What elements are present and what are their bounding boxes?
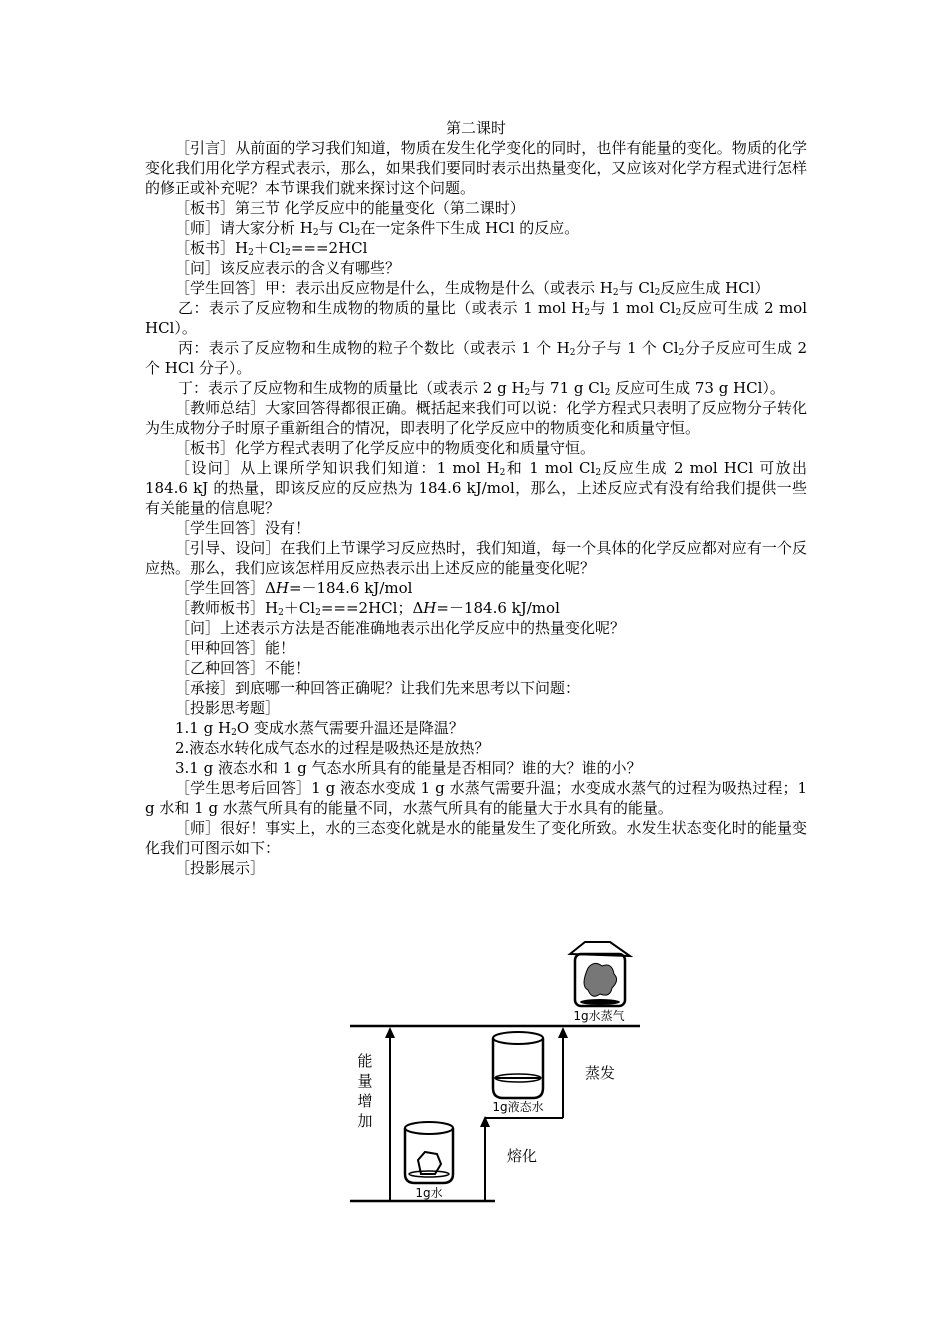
thinking-question-2: 2.液态水转化成气态水的过程是吸热还是放热？	[175, 739, 490, 757]
setting-question: ［设问］从上课所学知识我们知道：1 mol $H_2$和 1 mol $Cl_2$反应生成 2 mol HCl 可放出 184.6 kJ 的热量，即该反应的反应热为 184.6 kJ/mol，那么，上述反应式有没有给我们提供一些有关能量的信息呢？	[145, 459, 807, 517]
axis-label-1: 能	[357, 1052, 373, 1070]
ice-label: 1g水	[415, 1186, 443, 1200]
axis-arrow-icon	[385, 1027, 395, 1038]
student-answer-no: ［学生回答］没有！	[175, 519, 311, 537]
question-accuracy: ［问］上述表示方法是否能准确地表示出化学反应中的热量变化呢？	[175, 619, 626, 637]
student-thinking-answer: ［学生思考后回答］1 g 液态水变成 1 g 水蒸气需要升温；水变成水蒸气的过程为吸热过程；1 g 水和 1 g 水蒸气所具有的能量不同，水蒸气所具有的能量大于水具有的能量。	[145, 779, 807, 817]
teacher-prompt: ［师］请大家分析 $H_2$与 $Cl_2$在一定条件下生成 HCl 的反应。	[175, 219, 580, 238]
transition: ［承接］到底哪一种回答正确呢？让我们先来思考以下问题：	[175, 679, 581, 697]
student-answer-dh: ［学生回答］ΔH=－184.6 kJ/mol	[175, 579, 413, 597]
student-answer-ding: 丁：表示了反应物和生成物的质量比（或表示 2 g $H_2$与 71 g $Cl_2$ 反应可生成 73 g HCl）。	[178, 379, 785, 398]
student-answer-bing: 丙：表示了反应物和生成物的粒子个数比（或表示 1 个 $H_2$分子与 1 个 $Cl_2$分子反应可生成 2 个 HCl 分子）。	[145, 339, 808, 377]
axis-label-4: 加	[357, 1112, 373, 1130]
board-conclusion: ［板书］化学方程式表明了化学反应中的物质变化和质量守恒。	[175, 439, 596, 457]
guiding-question: ［引导、设问］在我们上节课学习反应热时，我们知道，每一个具体的化学反应都对应有一个反应热。那么，我们应该怎样用反应热表示出上述反应的能量变化呢？	[145, 539, 807, 577]
board-equation: ［板书$]H_2+Cl_2===2HCl$	[175, 239, 368, 258]
board-section-title: ［板书］第三节 化学反应中的能量变化（第二课时）	[175, 199, 525, 217]
vapor-label: 1g水蒸气	[573, 1009, 625, 1023]
document-body	[145, 118, 807, 878]
student-answer-yi: 乙：表示了反应物和生成物的物质的量比（或表示 1 mol $H_2$与 1 mol $Cl_2$反应可生成 2 mol HCl）。	[145, 299, 807, 337]
liquid-label: 1g液态水	[492, 1100, 544, 1114]
vapor-beaker-icon	[570, 942, 630, 1006]
axis-label-3: 增	[357, 1092, 373, 1110]
water-state-energy-diagram	[345, 938, 645, 1208]
teacher-board-equation: ［教师板书$]H_2+Cl_2===2HCl$；ΔH=－184.6 kJ/mol	[175, 599, 560, 618]
liquid-beaker-icon	[493, 1032, 543, 1098]
thinking-question-1: 1.1 g $H_2O$ 变成水蒸气需要升温还是降温？	[175, 719, 464, 738]
student-answer-jia: ［学生回答］甲：表示出反应物是什么，生成物是什么（或表示 $H_2$与 $Cl_2$反应生成 HCl）	[175, 279, 770, 298]
teacher-explanation: ［师］很好！事实上，水的三态变化就是水的能量发生了变化所致。水发生状态变化时的能量变化我们可图示如下：	[145, 819, 807, 857]
melt-label: 熔化	[507, 1147, 538, 1165]
answer-type-a: ［甲种回答］能！	[175, 639, 296, 657]
lesson-title: 第二课时	[445, 119, 506, 137]
projection-questions-heading: ［投影思考题］	[175, 699, 281, 717]
ice-beaker-icon	[405, 1122, 453, 1183]
answer-type-b: ［乙种回答］不能！	[175, 659, 311, 677]
evaporate-arrow-icon	[558, 1027, 568, 1038]
projection-display-heading: ［投影展示］	[175, 859, 266, 877]
teacher-summary: ［教师总结］大家回答得都很正确。概括起来我们可以说：化学方程式只表明了反应物分子转化为生成物分子时原子重新组合的情况，即表明了化学反应中的物质变化和质量守恒。	[145, 399, 807, 437]
thinking-question-3: 3.1 g 液态水和 1 g 气态水所具有的能量是否相同？谁的大？谁的小？	[175, 759, 642, 777]
axis-label-2: 量	[357, 1072, 373, 1090]
intro-paragraph: ［引言］从前面的学习我们知道，物质在发生化学变化的同时，也伴有能量的变化。物质的化学变化我们用化学方程式表示，那么，如果我们要同时表示出热量变化，又应该对化学方程式进行怎样的修正或补充呢？本节课我们就来探讨这个问题。	[145, 139, 807, 197]
energy-diagram-svg	[345, 938, 645, 1208]
question-meaning: ［问］该反应表示的含义有哪些？	[175, 259, 401, 277]
evaporate-label: 蒸发	[585, 1064, 616, 1082]
